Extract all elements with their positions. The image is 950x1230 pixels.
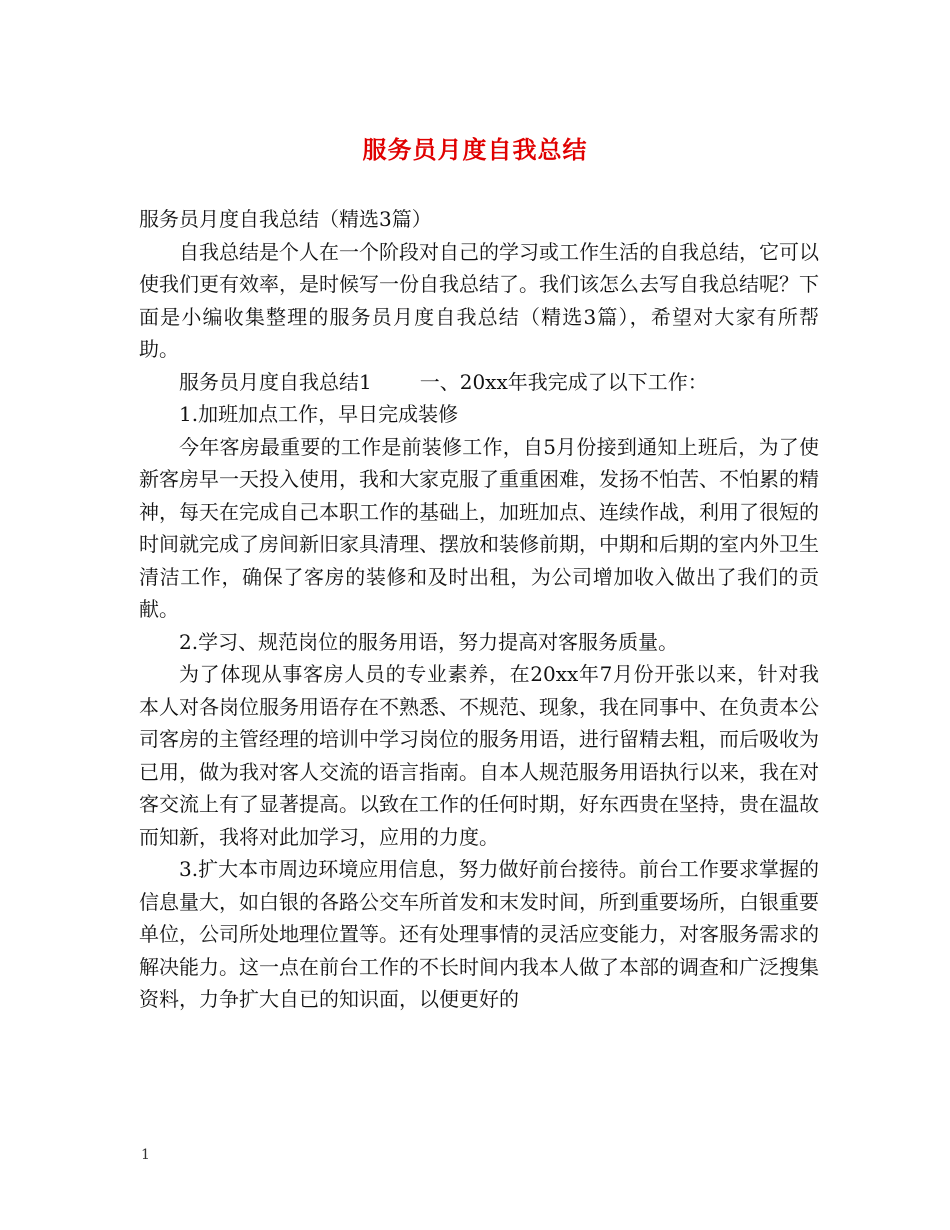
document-body (139, 203, 819, 1016)
intro-paragraph: 自我总结是个人在一个阶段对自己的学习或工作生活的自我总结，它可以使我们更有效率，是时候写一份自我总结了。我们该怎么去写自我总结呢？下面是小编收集整理的服务员月度自我总结（精选3篇），希望对大家有所帮助。 (139, 239, 819, 361)
section-heading-paragraph (139, 366, 819, 399)
item-1-heading: 1.加班加点工作，早日完成装修 (179, 402, 459, 426)
item-2-heading: 2.学习、规范岗位的服务用语，努力提高对客服务质量。 (179, 629, 679, 654)
section-subtitle: 一、20xx年我完成了以下工作： (419, 369, 708, 394)
page-number: 1 (141, 1147, 150, 1163)
item-3-paragraph: 3.扩大本市周边环境应用信息，努力做好前台接待。前台工作要求掌握的信息量大，如白银的各路公交车所首发和末发时间，所到重要场所，白银重要单位，公司所处地理位置等。还有处理事情的灵活应变能力，对客服务需求的解决能力。这一点在前台工作的不长时间内我本人做了本部的调查和广泛搜集资料，力争扩大自已的知识面，以便更好的 (139, 857, 819, 1011)
item-2-paragraph: 为了体现从事客房人员的专业素养，在20xx年7月份开张以来，针对我本人对各岗位服务用语存在不熟悉、不规范、现象，我在同事中、在负责本公司客房的主管经理的培训中学习岗位的服务用语，进行留精去粗，而后吸收为已用，做为我对客人交流的语言指南。自本人规范服务用语执行以来，我在对客交流上有了显著提高。以致在工作的任何时期，好东西贵在坚持，贵在温故而知新，我将对此加学习，应用的力度。 (139, 662, 819, 849)
subtitle-paragraph: 服务员月度自我总结（精选3篇） (139, 207, 432, 231)
document-title: 服务员月度自我总结 (362, 135, 588, 164)
item-1-paragraph: 今年客房最重要的工作是前装修工作，自5月份接到通知上班后，为了使新客房早一天投入使用，我和大家克服了重重困难，发扬不怕苦、不怕累的精神，每天在完成自己本职工作的基础上，加班加点、连续作战，利用了很短的时间就完成了房间新旧家具清理、摆放和装修前期，中期和后期的室内外卫生清洁工作，确保了客房的装修和及时出租，为公司增加收入做出了我们的贡献。 (139, 434, 819, 621)
section-title: 服务员月度自我总结1 (179, 369, 372, 394)
